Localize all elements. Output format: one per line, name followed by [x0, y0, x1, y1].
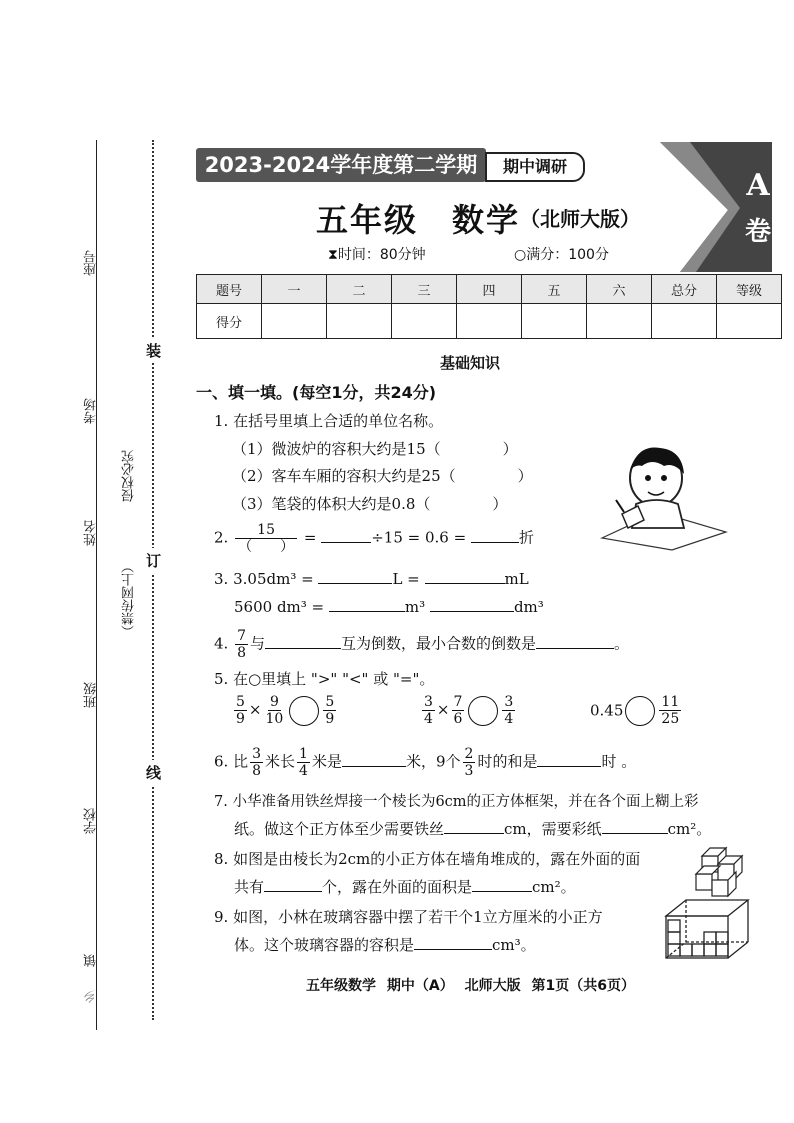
q1-item-1	[232, 438, 518, 459]
q8-line-2	[234, 876, 576, 897]
score-cell[interactable]	[652, 304, 717, 339]
q5-expr-1	[232, 694, 338, 727]
version-letter: A	[746, 168, 770, 203]
answer-blank[interactable]	[430, 596, 514, 612]
time-text: 时间：80分钟	[337, 247, 426, 263]
answer-blank[interactable]	[329, 596, 405, 612]
q5-expr-2	[420, 694, 517, 727]
q9-text-a: 体。这个玻璃容器的容积是	[234, 936, 415, 954]
score-cell[interactable]	[262, 304, 327, 339]
q7-line-2	[234, 818, 711, 839]
circle-icon: ○	[514, 247, 527, 263]
answer-blank[interactable]	[318, 568, 392, 584]
q4-text-b: 互为倒数，最小合数的倒数是	[341, 634, 537, 653]
answer-blank[interactable]	[536, 633, 614, 649]
decimal-value: 0.45	[590, 701, 624, 720]
q7-text-b: cm，需要彩纸	[504, 820, 602, 838]
q1-item-2	[232, 465, 533, 486]
q4-text-a: 与	[250, 634, 266, 653]
fraction	[250, 746, 263, 779]
q1-close: ）	[517, 467, 533, 485]
q2-fraction	[235, 522, 297, 555]
numerator: 3	[252, 746, 262, 762]
q3-l2-a: 5600 dm³ =	[234, 598, 325, 616]
full-score-text: 满分：100分	[526, 247, 609, 263]
q1-item-3	[232, 493, 507, 514]
binding-mark-zhuang: 装	[146, 338, 161, 363]
operator: ×	[436, 700, 450, 719]
q6-text-b: 米长	[265, 752, 296, 771]
numerator: 1	[299, 746, 308, 762]
answer-blank[interactable]	[472, 876, 532, 892]
hourglass-icon: ⧗	[328, 247, 338, 263]
answer-blank[interactable]	[537, 751, 601, 767]
score-cell[interactable]	[392, 304, 457, 339]
q2	[214, 522, 534, 555]
glass-container-figure	[660, 894, 752, 964]
copyright-notice: 侵权必究	[122, 450, 137, 502]
numerator: 3	[424, 694, 433, 710]
fraction	[323, 694, 336, 727]
q9-line-1: 9. 如图，小林在玻璃容器中摆了若干个1立方厘米的小正方	[214, 908, 603, 926]
answer-blank[interactable]	[264, 876, 322, 892]
numerator: 5	[236, 694, 245, 710]
fraction	[422, 694, 435, 727]
denominator: 25	[661, 711, 680, 727]
student-writing-illustration	[598, 440, 728, 552]
q4	[214, 628, 629, 661]
score-row-label: 得分	[197, 304, 262, 339]
score-cell[interactable]	[457, 304, 522, 339]
q7-text-c: cm²。	[667, 820, 712, 838]
q6-text-f: 时 。	[601, 752, 637, 771]
q1-close: ）	[502, 440, 518, 458]
q3-l1-a: 3.05dm³ =	[233, 570, 314, 588]
answer-blank[interactable]	[602, 818, 668, 834]
version-badge	[640, 140, 780, 280]
q6-text-e: 时的和是	[477, 752, 538, 771]
edition-label: （北师大版）	[520, 207, 640, 231]
answer-blank[interactable]	[471, 527, 519, 543]
answer-blank[interactable]	[414, 934, 492, 950]
denominator: 3	[464, 763, 474, 779]
field-school: 学校	[84, 808, 99, 834]
q1-item-1-text: （1）微波炉的容积大约是15（	[232, 440, 441, 458]
operator: ×	[248, 700, 262, 719]
numerator: 5	[325, 694, 335, 710]
numerator: 9	[269, 694, 279, 710]
q4-denominator: 8	[237, 645, 247, 661]
q7-text-a: 纸。做这个正方体至少需要铁丝	[234, 820, 445, 838]
q8-text-c: cm²。	[532, 878, 576, 896]
section-title: 基础知识	[440, 354, 501, 372]
binding-mark-xian: 线	[146, 760, 161, 785]
q8-line-1: 8. 如图是由棱长为2cm的小正方体在墙角堆成的，露在外面的面	[214, 850, 641, 868]
denominator: 8	[252, 763, 262, 779]
denominator: 4	[299, 763, 308, 779]
score-cell[interactable]	[587, 304, 652, 339]
q4-text-c: 。	[614, 634, 630, 653]
q9-text-b: cm³。	[492, 936, 536, 954]
score-table-header: 一	[262, 275, 327, 304]
field-class: 班级	[84, 682, 99, 708]
fraction	[452, 694, 465, 727]
q3-number: 3.	[214, 570, 229, 588]
score-table-header: 五	[522, 275, 587, 304]
fraction	[297, 746, 310, 779]
field-seat-number: 座号	[84, 250, 99, 276]
compare-circle[interactable]	[625, 696, 655, 726]
q1-close: ）	[492, 495, 508, 513]
q4-number: 4.	[214, 634, 229, 653]
score-info	[514, 244, 609, 264]
denominator: 9	[236, 711, 245, 727]
score-table-header: 总分	[652, 275, 717, 304]
score-cell[interactable]	[522, 304, 587, 339]
score-table	[196, 274, 782, 339]
q3-l2-b: m³	[404, 598, 426, 616]
q2-numerator: 15	[235, 522, 297, 539]
score-table-header: 六	[587, 275, 652, 304]
cube-stack-figure	[692, 840, 748, 900]
q2-eq: =	[303, 528, 317, 547]
numerator: 3	[504, 694, 514, 710]
fraction	[659, 694, 681, 727]
field-township: 乡	[84, 990, 99, 1003]
q8-text-b: 个，露在外面的面积是	[322, 878, 473, 896]
q4-fraction	[235, 628, 248, 661]
answer-blank[interactable]	[321, 527, 371, 543]
exam-type-tag: 期中调研	[485, 152, 585, 182]
answer-blank[interactable]	[425, 568, 505, 584]
score-table-header: 二	[327, 275, 392, 304]
score-table-header: 题号	[197, 275, 262, 304]
q5-expr-3	[590, 694, 683, 727]
no-upload-notice: （禁传网上）	[122, 560, 137, 638]
q5-stem: 5. 在○里填上 ">" "<" 或 "="。	[214, 670, 435, 688]
score-table-header: 三	[392, 275, 457, 304]
q4-numerator: 7	[237, 628, 247, 644]
q6-text-d: 米，9个	[405, 752, 461, 771]
q6-number: 6.	[214, 752, 229, 771]
version-suffix: 卷	[744, 217, 772, 247]
denominator: 4	[424, 711, 433, 727]
compare-circle[interactable]	[289, 696, 319, 726]
score-cell[interactable]	[327, 304, 392, 339]
time-info	[328, 244, 426, 264]
term-banner: 2023-2024学年度第二学期	[196, 148, 486, 182]
score-cell[interactable]	[717, 304, 782, 339]
answer-blank[interactable]	[265, 633, 341, 649]
q6	[214, 746, 636, 779]
field-town: 镇	[84, 954, 99, 967]
q2-denominator[interactable]: （ ）	[238, 539, 295, 555]
numerator: 11	[661, 694, 680, 710]
q1-item-3-text: （3）笔袋的体积大约是0.8（	[232, 495, 431, 513]
answer-blank[interactable]	[444, 818, 504, 834]
score-table-header: 四	[457, 275, 522, 304]
field-exam-room: 考场	[84, 398, 99, 424]
field-name: 姓名	[84, 520, 99, 546]
q8-text-a: 共有	[234, 878, 265, 896]
q3-l1-b: L =	[392, 570, 420, 588]
binding-mark-ding: 订	[146, 548, 161, 573]
fraction	[463, 746, 476, 779]
q3-l2-c: dm³	[513, 598, 544, 616]
denominator: 4	[504, 711, 514, 727]
q2-number: 2.	[214, 528, 229, 547]
q9-line-2	[234, 934, 536, 955]
q1-stem: 1. 在括号里填上合适的单位名称。	[214, 412, 444, 430]
fraction	[264, 694, 286, 727]
score-table-header: 等级	[717, 275, 782, 304]
q2-suffix: 折	[518, 528, 534, 547]
compare-circle[interactable]	[468, 696, 498, 726]
page-footer: 五年级数学 期中（A） 北师大版 第1页（共6页）	[306, 978, 635, 994]
q6-text-c: 米是	[311, 752, 342, 771]
cut-line	[152, 140, 154, 1020]
part-one-title: 一、填一填。(每空1分，共24分)	[196, 383, 437, 402]
q6-text-a: 比	[233, 752, 249, 771]
exam-title: 五年级 数学	[316, 201, 521, 239]
numerator: 7	[453, 694, 463, 710]
denominator: 9	[325, 711, 335, 727]
fraction	[502, 694, 515, 727]
q1-item-2-text: （2）客车车厢的容积大约是25（	[232, 467, 456, 485]
q7-line-1: 7. 小华准备用铁丝焊接一个棱长为6cm的正方体框架，并在各个面上糊上彩	[214, 794, 699, 810]
q3-line-1	[214, 568, 529, 588]
denominator: 10	[265, 711, 284, 727]
denominator: 6	[453, 711, 463, 727]
numerator: 2	[464, 746, 474, 762]
answer-blank[interactable]	[342, 751, 406, 767]
q3-line-2	[234, 596, 544, 616]
q2-division: ÷15 = 0.6 =	[371, 528, 467, 547]
q3-l1-c: mL	[504, 570, 529, 588]
fraction	[234, 694, 247, 727]
